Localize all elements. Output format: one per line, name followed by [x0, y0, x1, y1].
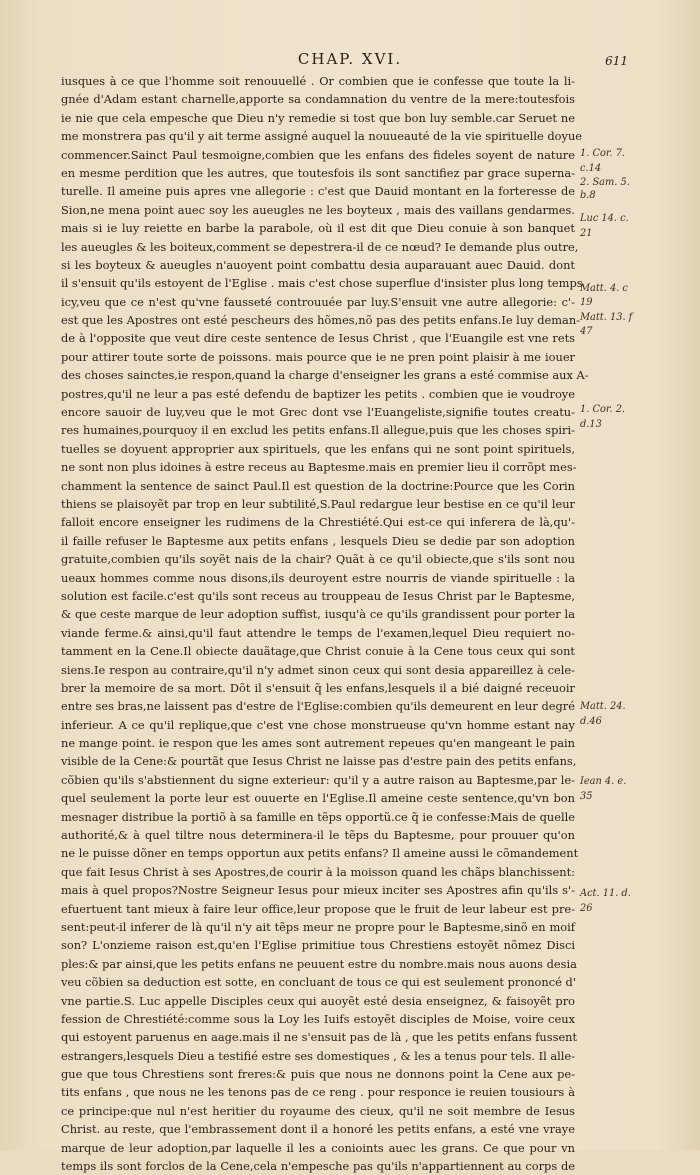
text-line: iusques à ce que l'homme soit renouuellé . Or combien que ie confesse que toute la li-	[61, 74, 575, 88]
margin-reference: 35	[580, 791, 593, 802]
text-line: des choses sainctes,ie respon,quand la charge d'enseigner les grans a esté commise aux A-	[61, 368, 589, 383]
margin-reference: 21	[580, 228, 593, 239]
margin-reference: d.13	[580, 419, 602, 430]
text-line: les aueugles & les boiteux,comment se depestrera-il de ce nœud? Ie demande plus outre,	[61, 239, 579, 254]
text-line: de à l'opposite que veut dire ceste sentence de Iesus Christ , que l'Euangile est vne rets	[61, 331, 575, 346]
text-line: ne sont non plus idoines à estre receus au Baptesme.mais en premier lieu il corrõpt mes-	[61, 460, 577, 475]
text-line: mais à quel propos?Nostre Seigneur Iesus pour mieux inciter ses Apostres afin qu'ils s'-	[61, 883, 575, 898]
text-line: commencer.Sainct Paul tesmoigne,combien que les enfans des fideles soyent de nature	[61, 147, 575, 162]
text-line: viande ferme.& ainsi,qu'il faut attendre le temps de l'examen,lequel Dieu requiert no-	[61, 625, 575, 640]
margin-reference: Act. 11. d.	[580, 888, 631, 899]
text-line: ples:& par ainsi,que les petits enfans ne peuuent estre du nombre.mais nous auons desia	[61, 956, 577, 971]
text-line: gnée d'Adam estant charnelle,apporte sa condamnation du ventre de la mere:toutesfois	[61, 92, 575, 107]
text-line: vne partie.S. Luc appelle Disciples ceux qui auoyẽt esté desia enseignez, & faisoyẽt pro	[61, 993, 575, 1008]
text-line: en mesme perdition que les autres, que toutesfois ils sont sanctifiez par grace superna-	[61, 165, 575, 180]
text-line: & que ceste marque de leur adoption suffist, iusqu'à ce qu'ils grandissent pour porter la	[61, 607, 575, 622]
margin-reference: d.46	[580, 716, 602, 727]
text-line: ne mange point. ie respon que les ames sont autrement repeues qu'en mangeant le pain	[61, 736, 575, 751]
margin-reference: Matt. 13. f	[580, 312, 633, 323]
text-line: ueaux hommes comme nous disons,ils deuroyent estre nourris de viande spirituelle : la	[61, 570, 575, 585]
margin-reference: 26	[580, 903, 593, 914]
text-line: ne le puisse dõner en temps opportun aux petits enfans? Il ameine aussi le cõmandement	[61, 846, 579, 861]
text-line: il faille refuser le Baptesme aux petits enfans , lesquels Dieu se dedie par son adoption	[61, 533, 575, 548]
margin-reference: Iean 4. e.	[580, 776, 627, 787]
text-line: que fait Iesus Christ à ses Apostres,de courir à la moisson quand les chãps blanchissent:	[61, 864, 575, 879]
text-line: temps ils sont forclos de la Cene,cela n'empesche pas qu'ils n'appartiennent au corps de	[61, 1159, 575, 1174]
text-line: ie nie que cela empesche que Dieu n'y remedie si tost que bon luy semble.car Seruet ne	[61, 110, 575, 125]
text-line: si les boyteux & aueugles n'auoyent point combattu desia auparauant auec Dauid. dont	[61, 257, 575, 272]
text-line: mesnager distribue la portiõ à sa famille en tẽps opportũ.ce q̃ ie confesse:Mais de quelle	[61, 809, 575, 824]
text-line: fession de Chrestiété:comme sous la Loy les Iuifs estoyẽt disciples de Moise, voire ceux	[61, 1011, 575, 1026]
margin-reference: 2. Sam. 5.	[580, 177, 630, 188]
text-line: cõbien qu'ils s'abstiennent du signe exterieur: qu'il y a autre raison au Baptesme,par le-	[61, 772, 575, 787]
margin-reference: Matt. 4. c	[580, 283, 628, 294]
running-head	[0, 50, 700, 74]
text-line: siens.Ie respon au contraire,qu'il n'y admet sinon ceux qui sont desia appareillez à cele-	[61, 662, 575, 677]
margin-reference: Matt. 24.	[580, 701, 626, 712]
text-line: estrangers,lesquels Dieu a testifié estre ses domestiques , & les a tenus pour tels. Il alle-	[61, 1048, 575, 1063]
text-line: marque de leur adoption,par laquelle il les a conioints auec les grans. Ce que pour vn	[61, 1140, 575, 1155]
text-line: veu cõbien sa deduction est sotte, en concluant de tous ce qui est seulement prononcé d'	[61, 975, 576, 990]
text-line: ce principe:que nul n'est heritier du royaume des cieux, qu'il ne soit membre de Iesus	[61, 1103, 575, 1118]
margin-reference: b.8	[580, 190, 596, 201]
text-line: Christ. au reste, que l'embrassement dont il a honoré les petits enfans, a esté vne vraye	[61, 1122, 575, 1137]
text-line: tits enfans , que nous ne les tenons pas de ce reng . pour responce ie reuien tousiours à	[61, 1085, 575, 1100]
text-line: solution est facile.c'est qu'ils sont receus au trouppeau de Iesus Christ par le Baptesme,	[61, 588, 575, 603]
text-line: mais si ie luy reiette en barbe la parabole, où il est dit que Dieu conuie à son banquet	[61, 221, 575, 236]
text-line: qui estoyent paruenus en aage.mais il ne s'ensuit pas de là , que les petits enfans fussent	[61, 1030, 578, 1045]
text-line: authorité,& à quel tiltre nous determinera-il le tẽps du Baptesme, pour prouuer qu'on	[61, 828, 575, 843]
text-line: res humaines,pourquoy il en exclud les petits enfans.Il allegue,puis que les choses spiri-	[61, 423, 575, 438]
chapter-title: CHAP. XVI.	[297, 50, 403, 68]
text-line: me monstrera pas qu'il y ait terme assigné auquel la nouueauté de la vie spirituelle doyue	[61, 129, 583, 144]
text-line: chamment la sentence de sainct Paul.Il est question de la doctrine:Pource que les Corin	[61, 478, 575, 493]
text-line: quel seulement la porte leur est ouuerte en l'Eglise.Il ameine ceste sentence,qu'vn bon	[61, 791, 575, 806]
text-line: il s'ensuit qu'ils estoyent de l'Eglise . mais c'est chose superflue d'insister plus long temps	[61, 276, 583, 291]
text-line: falloit encore enseigner les rudimens de la Chrestiété.Qui est-ce qui inferera de là,qu'-	[61, 515, 575, 530]
text-line: tamment en la Cene.Il obiecte dauãtage,que Christ conuie à la Cene tous ceux qui sont	[61, 644, 575, 659]
margin-reference: 47	[580, 326, 593, 337]
text-line: icy,veu que ce n'est qu'vne fausseté controuuée par luy.S'ensuit vne autre allegorie: c'-	[61, 294, 575, 309]
text-line: postres,qu'il ne leur a pas esté defendu de baptizer les petits . combien que ie voudroye	[61, 386, 575, 401]
margin-reference: 1. Cor. 2.	[580, 404, 626, 415]
text-line: efuertuent tant mieux à faire leur office,leur propose que le fruit de leur labeur est pre-	[61, 901, 575, 916]
text-line: Sion,ne mena point auec soy les aueugles ne les boyteux , mais des vaillans gendarmes.	[61, 202, 575, 217]
text-line: son? L'onzieme raison est,qu'en l'Eglise primitiue tous Chrestiens estoyẽt nõmez Disci	[61, 938, 575, 953]
text-line: encore sauoir de luy,veu que le mot Grec dont vse l'Euangeliste,signifie toutes creatu-	[61, 405, 575, 420]
text-line: visible de la Cene:& pourtãt que Iesus Christ ne laisse pas d'estre pain des petits enfans,	[61, 754, 577, 769]
text-line: turelle. Il ameine puis apres vne allegorie : c'est que Dauid montant en la forteresse de	[61, 184, 575, 199]
text-line: brer la memoire de sa mort. Dõt il s'ensuit q̃ les enfans,lesquels il a bié daigné receuoir	[61, 680, 575, 695]
text-line: entre ses bras,ne laissent pas d'estre de l'Eglise:combien qu'ils demeurent en leur degré	[61, 699, 575, 714]
margin-reference: Luc 14. c.	[580, 213, 629, 224]
text-line: sent:peut-il inferer de là qu'il n'y ait tẽps meur ne propre pour le Baptesme,sinõ en moif	[61, 919, 575, 934]
text-line: inferieur. A ce qu'il replique,que c'est vne chose monstrueuse qu'vn homme estant nay	[61, 717, 575, 732]
text-line: tuelles se doyuent approprier aux spirituels, que les enfans qui ne sont point spirituels,	[61, 441, 575, 456]
text-line: est que les Apostres ont esté pescheurs des hõmes,nõ pas des petits enfans.Ie luy deman-	[61, 313, 581, 328]
text-line: thiens se plaisoyẽt par trop en leur subtilité,S.Paul redargue leur bestise en ce qu'il leur	[61, 496, 575, 511]
text-line: gue que tous Chrestiens sont freres:& puis que nous ne donnons point la Cene aux pe-	[61, 1067, 575, 1082]
text-line: gratuite,combien qu'ils soyẽt nais de la chair? Quãt à ce qu'il obiecte,que s'ils sont nou	[61, 552, 575, 567]
page-number: 611	[605, 54, 628, 68]
margin-reference: 1. Cor. 7.	[580, 148, 626, 159]
margin-reference: c.14	[580, 163, 602, 174]
text-line: pour attirer toute sorte de poissons. mais pource que ie ne pren point plaisir à me iouer	[61, 349, 575, 364]
margin-reference: 19	[580, 297, 593, 308]
